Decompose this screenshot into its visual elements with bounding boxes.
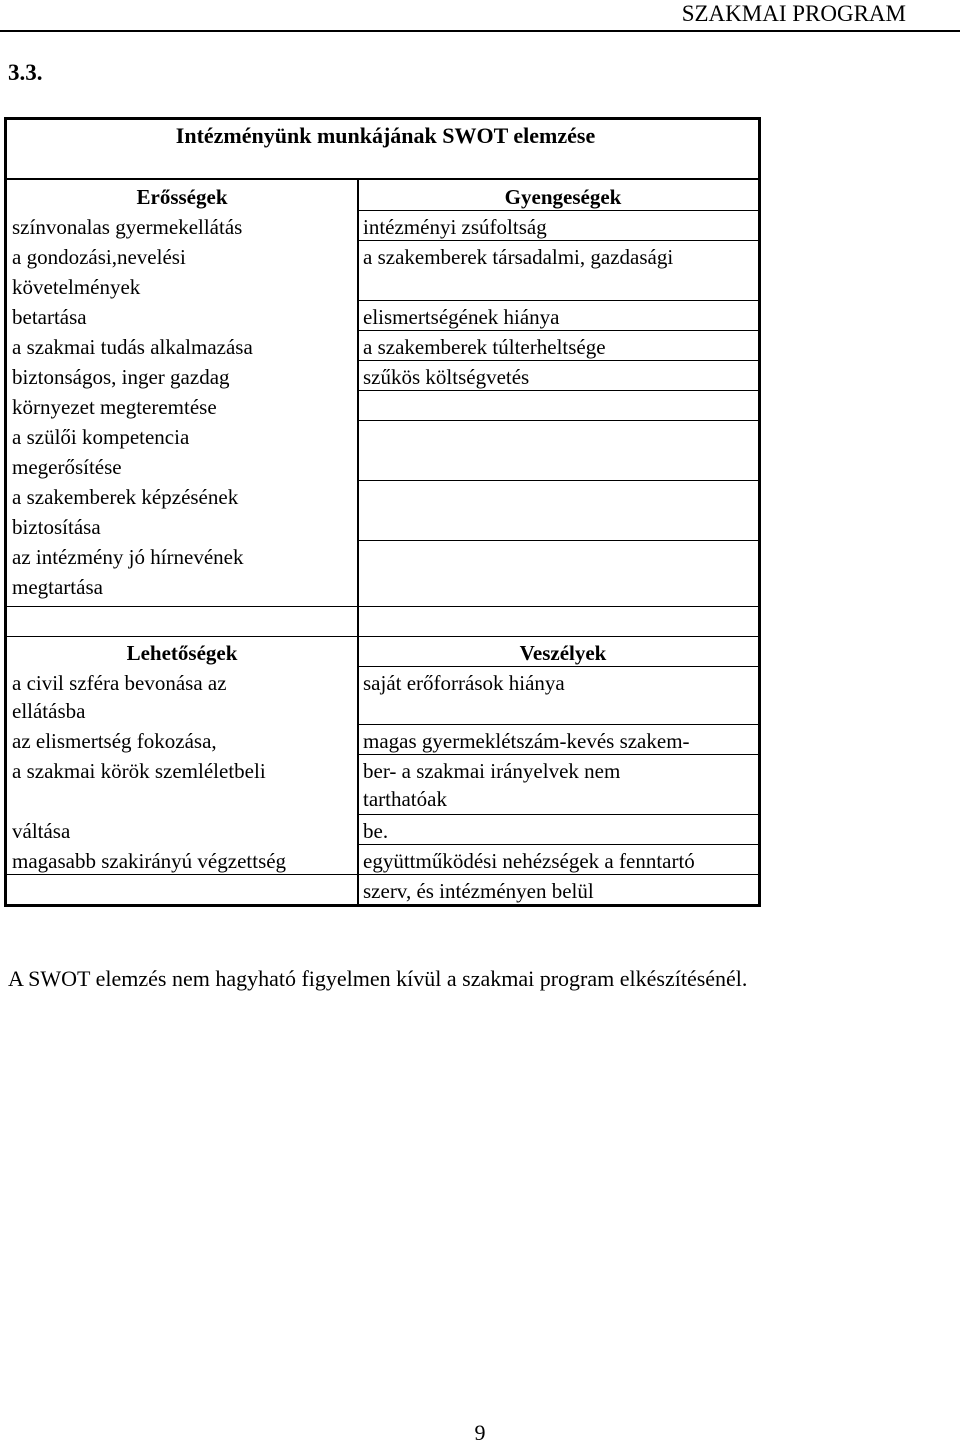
strengths-item: megerősítése (12, 455, 122, 479)
threats-item: saját erőforrások hiánya (363, 671, 565, 695)
row-line (357, 480, 761, 481)
page-number: 9 (474, 1420, 486, 1445)
row-line (357, 814, 761, 815)
row-line (357, 540, 761, 541)
threats-item: be. (363, 819, 389, 843)
swot-table-title: Intézményünk munkájának SWOT elemzése (175, 123, 596, 148)
strengths-item: biztosítása (12, 515, 101, 539)
row-line (7, 636, 761, 637)
strengths-item: biztonságos, inger gazdag (12, 365, 230, 389)
conclusion-paragraph: A SWOT elemzés nem hagyható figyelmen kívül a szakmai program elkészítésénél. (8, 966, 748, 991)
weaknesses-item: szűkös költségvetés (363, 365, 530, 389)
threats-item: tarthatóak (363, 787, 447, 811)
opportunities-item: a civil szféra bevonása az (12, 671, 227, 695)
strengths-item: a szülői kompetencia (12, 425, 190, 449)
strengths-item: színvonalas gyermekellátás (12, 215, 243, 239)
weaknesses-item: intézményi zsúfoltság (363, 215, 547, 239)
row-line (7, 606, 761, 607)
opportunities-heading: Lehetőségek (126, 641, 238, 665)
strengths-item: követelmények (12, 275, 141, 299)
strengths-heading: Erősségek (136, 185, 228, 209)
row-line (357, 724, 761, 725)
strengths-item: környezet megteremtése (12, 395, 217, 419)
opportunities-item: az elismertség fokozása, (12, 729, 217, 753)
weaknesses-item: a szakemberek túlterheltsége (363, 335, 606, 359)
weaknesses-heading: Gyengeségek (504, 185, 622, 209)
title-divider (7, 178, 758, 180)
strengths-item: a szakemberek képzésének (12, 485, 239, 509)
opportunities-item: váltása (12, 819, 71, 843)
strengths-item: a gondozási,nevelési (12, 245, 186, 269)
threats-item: együttműködési nehézségek a fenntartó (363, 849, 695, 873)
threats-item: szerv, és intézményen belül (363, 879, 594, 903)
column-divider (357, 180, 359, 905)
header-rule (0, 30, 960, 32)
section-number: 3.3. (8, 60, 43, 85)
strengths-item: a szakmai tudás alkalmazása (12, 335, 253, 359)
opportunities-item: ellátásba (12, 699, 86, 723)
opportunities-item: magasabb szakirányú végzettség (12, 849, 287, 873)
opportunities-item: a szakmai körök szemléletbeli (12, 759, 266, 783)
strengths-item: megtartása (12, 575, 103, 599)
row-line (357, 420, 761, 421)
running-header: SZAKMAI PROGRAM (681, 1, 906, 26)
strengths-item: betartása (12, 305, 87, 329)
weaknesses-item: elismertségének hiánya (363, 305, 560, 329)
threats-heading: Veszélyek (519, 641, 607, 665)
row-line (357, 300, 761, 301)
threats-item: ber- a szakmai irányelvek nem (363, 759, 621, 783)
swot-table (4, 117, 761, 907)
threats-item: magas gyermeklétszám-kevés szakem- (363, 729, 690, 753)
weaknesses-item: a szakemberek társadalmi, gazdasági (363, 245, 674, 269)
strengths-item: az intézmény jó hírnevének (12, 545, 244, 569)
